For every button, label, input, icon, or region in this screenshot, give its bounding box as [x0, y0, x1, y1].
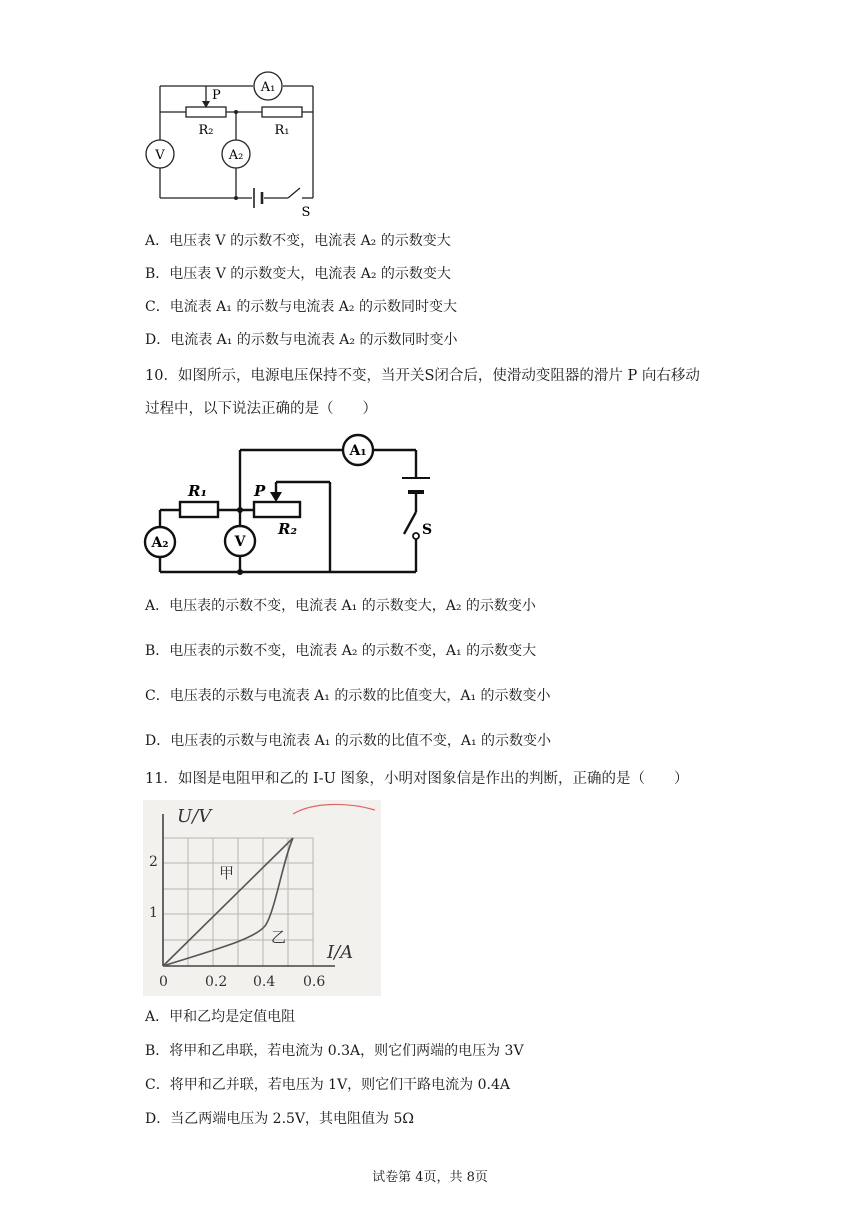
q11-x-tick-02: 0.2: [205, 974, 228, 990]
q11-x-tick-0: 0: [159, 974, 168, 990]
q10-option-a: A．电压表的示数不变，电流表 A₁ 的示数变大，A₂ 的示数变小: [145, 598, 536, 614]
q10-r1-label: R₁: [188, 482, 208, 500]
q9-s-label: S: [301, 205, 311, 220]
q11-option-c: C．将甲和乙并联，若电压为 1V，则它们干路电流为 0.4A: [145, 1077, 511, 1093]
q10-option-d: D．电压表的示数与电流表 A₁ 的示数的比值不变，A₁ 的示数变小: [145, 733, 552, 749]
q9-option-c: C．电流表 A₁ 的示数与电流表 A₂ 的示数同时变大: [145, 299, 457, 315]
q11-y-tick-2: 2: [149, 854, 158, 870]
q11-curve-yi-label: 乙: [271, 928, 287, 946]
q10-stem-line1: 10．如图所示，电源电压保持不变，当开关S闭合后，使滑动变阻器的滑片 P 向右移动: [145, 368, 700, 384]
q11-y-axis-label: U/V: [177, 806, 212, 827]
q10-v-label: V: [234, 534, 246, 550]
q11-curve-jia-label: 甲: [219, 864, 235, 882]
q11-x-tick-06: 0.6: [303, 974, 326, 990]
q10-a2-label: A₂: [151, 535, 169, 551]
q9-r2-label: R₂: [198, 123, 214, 138]
q10-option-c: C．电压表的示数与电流表 A₁ 的示数的比值变大，A₁ 的示数变小: [145, 688, 551, 704]
q10-a1-label: A₁: [349, 443, 367, 459]
q11-option-b: B．将甲和乙串联，若电流为 0.3A，则它们两端的电压为 3V: [145, 1043, 524, 1059]
q11-x-tick-04: 0.4: [253, 974, 276, 990]
q11-option-a: A．甲和乙均是定值电阻: [145, 1009, 296, 1025]
q9-v-label: V: [155, 148, 165, 163]
q11-x-axis-label: I/A: [327, 942, 354, 963]
q9-option-d: D．电流表 A₁ 的示数与电流表 A₂ 的示数同时变小: [145, 332, 458, 348]
q10-circuit-diagram: [140, 430, 450, 580]
q9-option-a: A．电压表 V 的示数不变，电流表 A₂ 的示数变大: [145, 233, 451, 249]
q11-option-d: D．当乙两端电压为 2.5V，其电阻值为 5Ω: [145, 1111, 415, 1127]
q9-option-b: B．电压表 V 的示数变大，电流表 A₂ 的示数变大: [145, 266, 451, 282]
q10-s-label: S: [422, 522, 433, 538]
q11-stem: 11．如图是电阻甲和乙的 I-U 图象，小明对图象信是作出的判断，正确的是（ ）: [145, 771, 689, 787]
q10-p-label: P: [254, 482, 266, 500]
q10-r2-label: R₂: [278, 520, 298, 538]
q9-p-label: P: [212, 88, 221, 103]
q9-a1-label: A₁: [260, 80, 276, 95]
page-footer: 试卷第 4页，共 8页: [372, 1170, 488, 1185]
q10-option-b: B．电压表的示数不变，电流表 A₂ 的示数不变，A₁ 的示数变大: [145, 643, 537, 659]
q9-circuit-diagram: [140, 68, 330, 220]
q10-stem-line2: 过程中，以下说法正确的是（ ）: [145, 401, 377, 417]
q9-r1-label: R₁: [274, 123, 290, 138]
q11-y-tick-1: 1: [149, 905, 158, 921]
q9-a2-label: A₂: [228, 148, 244, 163]
q11-iu-graph: [143, 800, 381, 996]
